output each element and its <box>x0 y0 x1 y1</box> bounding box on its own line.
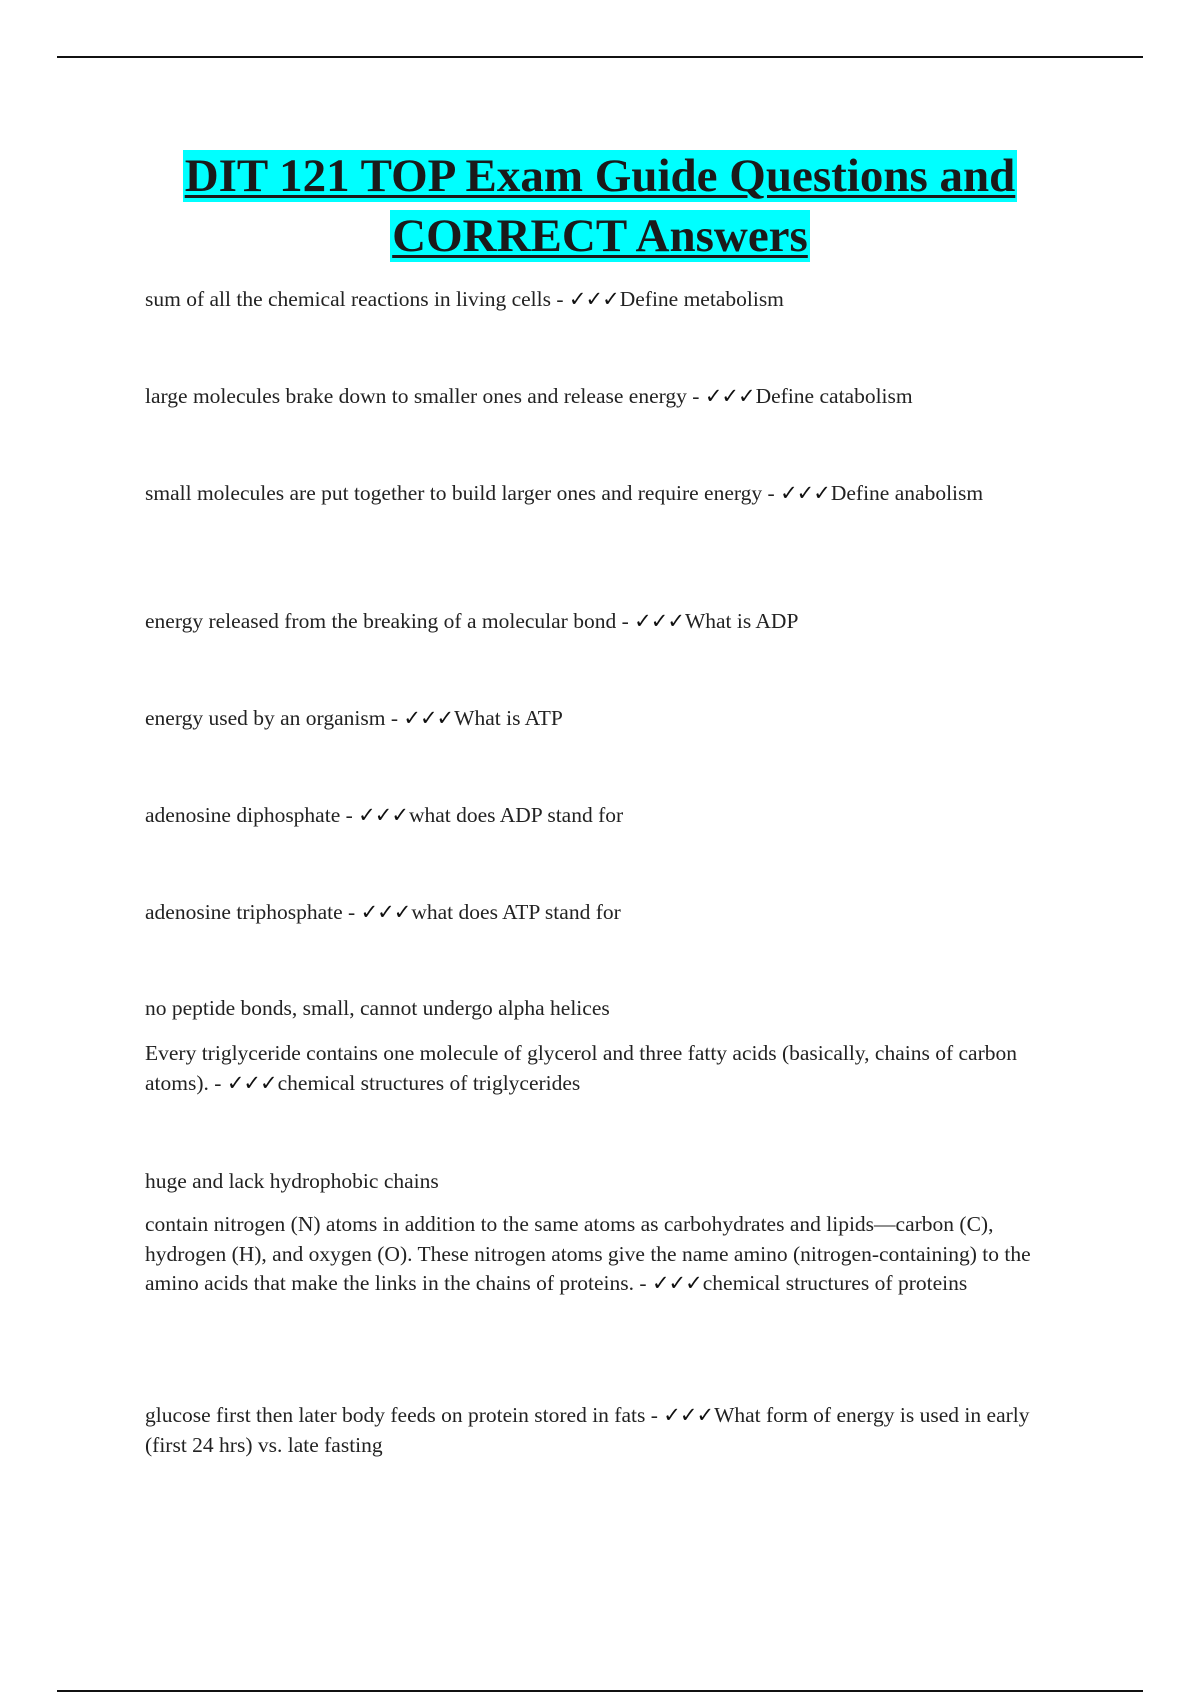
separator: - <box>762 481 781 505</box>
footer-rule <box>57 1690 1143 1692</box>
check-mark-icon: ✓✓✓ <box>780 481 830 505</box>
check-mark-icon: ✓✓✓ <box>651 1271 702 1295</box>
answer-text: Every triglyceride contains one molecule of glycerol and three fatty acids (basically, chains of carbon atoms). <box>145 1041 1017 1095</box>
qa-entry-catabolism <box>145 381 1070 411</box>
question-text: Define catabolism <box>755 384 913 408</box>
check-mark-icon: ✓✓✓ <box>634 609 684 633</box>
text-entry-peptide <box>145 993 1070 1023</box>
qa-entry-adp-acronym <box>145 800 1070 830</box>
qa-entry-adp-energy <box>145 606 1070 636</box>
separator: - <box>645 1403 664 1427</box>
check-mark-icon: ✓✓✓ <box>360 900 411 924</box>
answer-text: glucose first then later body feeds on protein stored in fats <box>145 1403 646 1427</box>
answer-text: large molecules brake down to smaller ones and release energy <box>145 384 687 408</box>
question-text: chemical structures of proteins <box>702 1271 968 1295</box>
separator: - <box>616 609 635 633</box>
document-title <box>0 146 1200 266</box>
separator: - <box>208 1071 227 1095</box>
qa-entry-atp-energy <box>145 703 1070 733</box>
question-text: what does ATP stand for <box>411 900 621 924</box>
check-mark-icon: ✓✓✓ <box>358 803 408 827</box>
entry-text: huge and lack hydrophobic chains <box>145 1169 439 1193</box>
title-line-1: DIT 121 TOP Exam Guide Questions and <box>184 150 1016 202</box>
qa-entry-atp-acronym <box>145 897 1070 927</box>
question-text: Define metabolism <box>619 287 784 311</box>
qa-entry-fasting <box>145 1400 1070 1460</box>
text-entry-hydrophobic <box>145 1166 1070 1196</box>
entry-text: no peptide bonds, small, cannot undergo alpha helices <box>145 996 610 1020</box>
question-text: What form of energy is used in early (first 24 hrs) vs. late fasting <box>145 1403 1030 1457</box>
question-text: chemical structures of triglycerides <box>277 1071 581 1095</box>
separator: - <box>551 287 569 311</box>
answer-text: energy released from the breaking of a molecular bond <box>145 609 617 633</box>
check-mark-icon: ✓✓✓ <box>704 384 755 408</box>
qa-entry-triglycerides <box>145 1038 1070 1098</box>
qa-entry-anabolism <box>145 478 1070 508</box>
answer-text: sum of all the chemical reactions in living cells <box>145 287 551 311</box>
separator: - <box>634 1271 652 1295</box>
check-mark-icon: ✓✓✓ <box>663 1403 714 1427</box>
answer-text: energy used by an organism <box>145 706 386 730</box>
title-line-2: CORRECT Answers <box>392 210 808 262</box>
qa-entry-metabolism <box>145 284 1070 314</box>
check-mark-icon: ✓✓✓ <box>568 287 619 311</box>
answer-text: adenosine diphosphate <box>145 803 341 827</box>
question-text: What is ADP <box>684 609 799 633</box>
question-text: Define anabolism <box>830 481 984 505</box>
qa-entry-proteins <box>145 1210 1070 1299</box>
answer-text: contain nitrogen (N) atoms in addition to the same atoms as carbohydrates and lipids—carbon (C), hydrogen (H), and oxygen (O). These nitrogen atoms give the name amino (nitrogen-containing) to the amino acids that make the links in the chains of proteins. <box>145 1212 1031 1295</box>
separator: - <box>342 900 361 924</box>
question-text: what does ADP stand for <box>408 803 624 827</box>
separator: - <box>385 706 404 730</box>
question-text: What is ATP <box>454 706 563 730</box>
check-mark-icon: ✓✓✓ <box>403 706 454 730</box>
header-rule <box>57 56 1143 58</box>
separator: - <box>686 384 705 408</box>
answer-text: adenosine triphosphate <box>145 900 343 924</box>
answer-text: small molecules are put together to build larger ones and require energy <box>145 481 763 505</box>
separator: - <box>340 803 359 827</box>
check-mark-icon: ✓✓✓ <box>226 1071 277 1095</box>
